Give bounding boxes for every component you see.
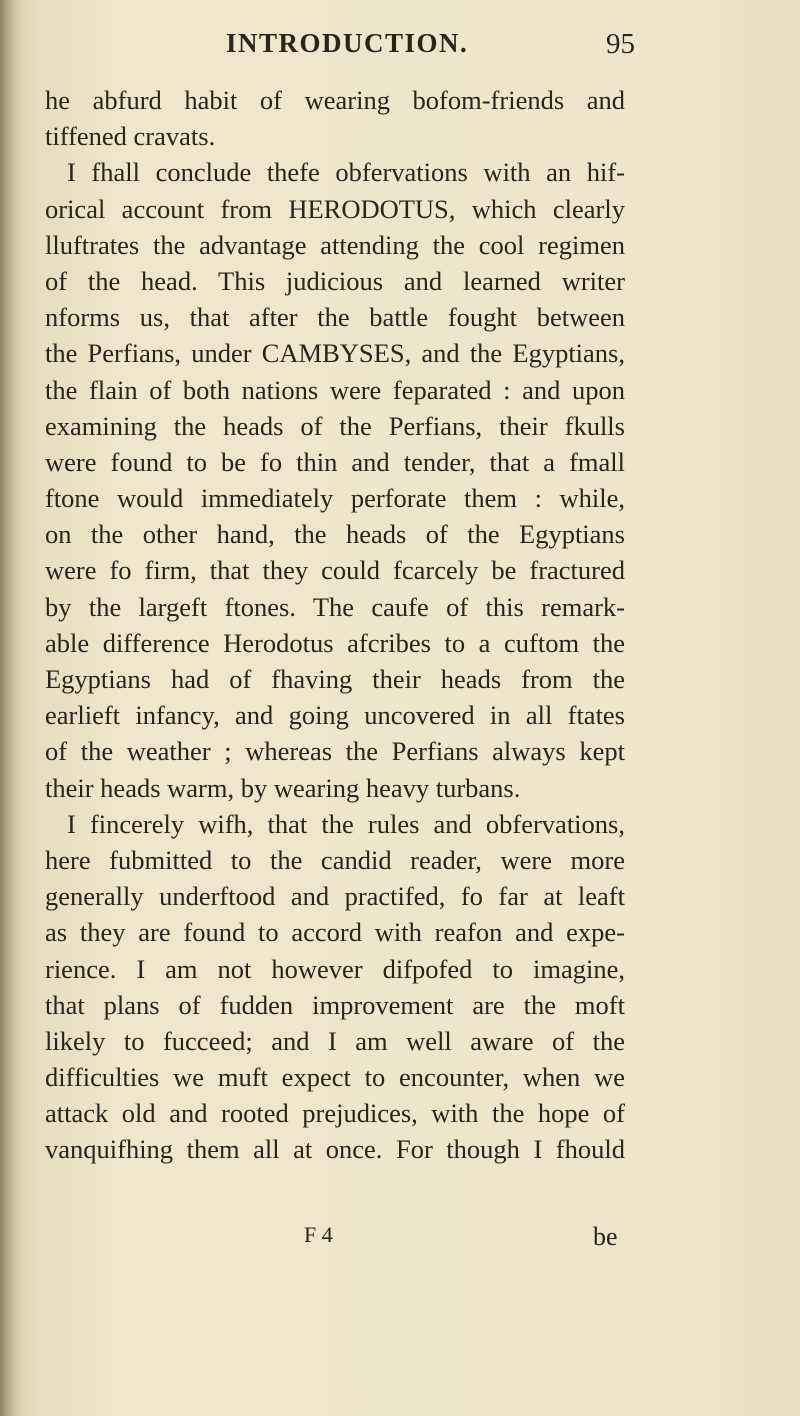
running-title: INTRODUCTION.: [226, 28, 469, 58]
text-line: Egyptians had of fhaving their heads from the: [45, 664, 625, 694]
text-line: of the head. This judicious and learned writer: [45, 265, 625, 296]
text-line: I fhall conclude thefe obfervations with an hif-: [67, 157, 625, 188]
text-line: I fincerely wifh, that the rules and obfervations,: [67, 808, 625, 839]
text-line: generally underftood and practifed, fo far at leaft: [45, 881, 625, 912]
text-line: able difference Herodotus afcribes to a cuftom the: [45, 627, 625, 658]
text-line: were fo firm, that they could fcarcely be fractured: [45, 555, 625, 586]
text-line: rience. I am not however difpofed to imagine,: [45, 953, 625, 984]
text-line: tiffened cravats.: [45, 121, 216, 152]
text-line: likely to fucceed; and I am well aware of the: [45, 1025, 625, 1056]
text-line: here fubmitted to the candid reader, were more: [45, 844, 625, 875]
text-line: orical account from HERODOTUS, which clearly: [45, 193, 625, 224]
text-line: on the other hand, the heads of the Egyptians: [45, 519, 625, 550]
page-header: [0, 28, 800, 68]
signature-mark: F 4: [304, 1222, 333, 1247]
page-footer: [0, 1222, 800, 1258]
text-line: earlieft infancy, and going uncovered in all ftates: [45, 700, 625, 731]
page-number: 95: [606, 28, 635, 60]
text-line: were found to be fo thin and tender, that a fmall: [45, 446, 625, 477]
text-line: the flain of both nations were feparated : and upon: [45, 374, 625, 405]
text-line: that plans of fudden improvement are the moft: [45, 989, 625, 1020]
text-line: difficulties we muft expect to encounter, when we: [45, 1062, 625, 1093]
text-line: their heads warm, by wearing heavy turbans.: [45, 772, 521, 803]
book-spine-shadow: [0, 0, 22, 1416]
text-line: examining the heads of the Perfians, their fkulls: [45, 410, 625, 441]
text-line: attack old and rooted prejudices, with the hope of: [45, 1098, 625, 1129]
text-line: of the weather ; whereas the Perfians always kept: [45, 736, 625, 767]
body-text: [45, 82, 625, 1168]
text-line: as they are found to accord with reafon and expe-: [45, 917, 625, 948]
text-line: ftone would immediately perforate them : while,: [45, 483, 625, 514]
text-line: vanquifhing them all at once. For though I fhould: [45, 1134, 625, 1165]
text-line: lluftrates the advantage attending the cool regimen: [45, 229, 625, 260]
text-line: nforms us, that after the battle fought between: [45, 302, 625, 333]
text-line: the Perfians, under CAMBYSES, and the Egyptians,: [45, 338, 625, 369]
text-line: he abfurd habit of wearing bofom-friends and: [45, 85, 625, 115]
catchword: be: [593, 1222, 618, 1251]
text-line: by the largeft ftones. The caufe of this remark-: [45, 591, 625, 622]
